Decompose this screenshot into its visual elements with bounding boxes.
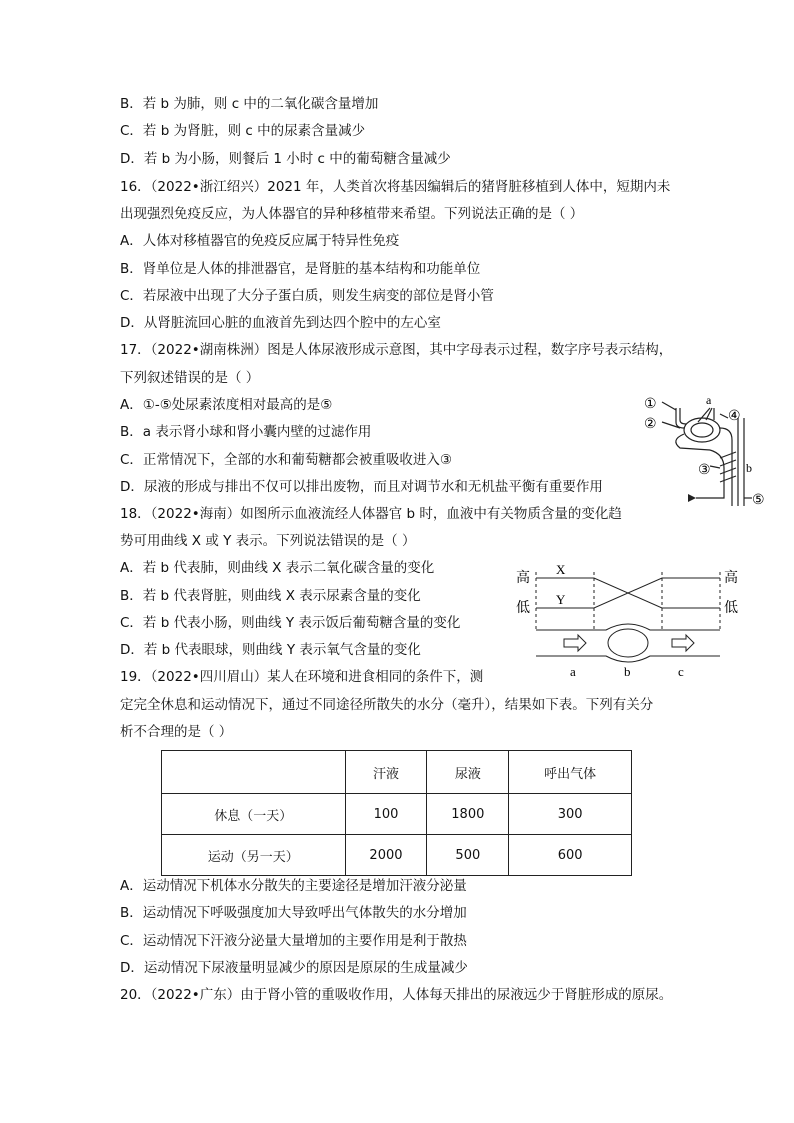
blood-flow-diagram — [512, 562, 752, 682]
label-b: b — [624, 664, 631, 679]
table-header-cell — [162, 751, 346, 794]
reabsorption-arrows — [720, 452, 736, 482]
table-cell: 500 — [427, 835, 509, 876]
table-row — [162, 794, 632, 835]
label-a: a — [570, 664, 576, 679]
renal-tubule-shape — [720, 428, 732, 506]
q17-option-b: B．a 表示肾小球和肾小囊内壁的过滤作用 — [120, 424, 372, 440]
q17-option-a: A．①-⑤处尿素浓度相对最高的是⑤ — [120, 397, 333, 413]
table-header-row — [162, 751, 632, 794]
glomerulus-shape — [684, 418, 720, 442]
label-high-left: 高 — [516, 571, 530, 586]
q17-option-d: D．尿液的形成与排出不仅可以排出废物，而且对调节水和无机盐平衡有重要作用 — [120, 479, 603, 495]
q18-stem-line-2: 势可用曲线 X 或 Y 表示。下列说法错误的是（ ） — [120, 533, 416, 549]
organ-b — [608, 629, 648, 657]
label-y: Y — [556, 592, 566, 607]
q19-option-d: D．运动情况下尿液量明显减少的原因是原尿的生成量减少 — [120, 960, 468, 976]
capsule-inner-shape — [691, 423, 713, 437]
q19-stem-line-3: 析不合理的是（ ） — [120, 724, 233, 740]
table-cell: 100 — [345, 794, 427, 835]
table-header-cell: 呼出气体 — [509, 751, 632, 794]
table-cell: 运动（另一天） — [162, 835, 346, 876]
table-cell: 600 — [509, 835, 632, 876]
table-cell: 休息（一天） — [162, 794, 346, 835]
q16-stem-line-2: 出现强烈免疫反应，为人体器官的异种移植带来希望。下列说法正确的是（ ） — [120, 206, 584, 222]
label-c: c — [678, 664, 684, 679]
label-low-right: 低 — [724, 601, 738, 616]
q16-option-d: D．从肾脏流回心脏的血液首先到达四个腔中的左心室 — [120, 315, 441, 331]
table-row — [162, 835, 632, 876]
q18-stem-line-1: 18．（2022•海南）如图所示血液流经人体器官 b 时，血液中有关物质含量的变化趋 — [120, 506, 622, 522]
q15-option-b: B．若 b 为肺，则 c 中的二氧化碳含量增加 — [120, 96, 379, 112]
q16-option-c: C．若尿液中出现了大分子蛋白质，则发生病变的部位是肾小管 — [120, 288, 494, 304]
q18-option-a: A．若 b 代表肺，则曲线 X 表示二氧化碳含量的变化 — [120, 560, 435, 576]
q19-stem-line-1: 19．（2022•四川眉山）某人在环境和进食相同的条件下，测 — [120, 669, 484, 685]
label-3: ③ — [698, 463, 711, 478]
q19-stem-line-2: 定完全休息和运动情况下，通过不同途径所散失的水分（毫升），结果如下表。下列有关分 — [120, 697, 654, 713]
q18-option-d: D．若 b 代表眼球，则曲线 Y 表示氧气含量的变化 — [120, 642, 421, 658]
table-cell: 2000 — [345, 835, 427, 876]
label-1: ① — [644, 397, 657, 412]
table-header-cell: 尿液 — [427, 751, 509, 794]
label-b: b — [746, 461, 752, 475]
q17-stem-line-1: 17．（2022•湖南株洲）图是人体尿液形成示意图，其中字母表示过程，数字序号表示结构， — [120, 342, 673, 358]
q16-option-a: A．人体对移植器官的免疫反应属于特异性免疫 — [120, 233, 400, 249]
label-high-right: 高 — [724, 571, 738, 586]
flow-arrow-right — [672, 635, 694, 651]
flow-arrow-left — [564, 635, 586, 651]
q17-option-c: C．正常情况下，全部的水和葡萄糖都会被重吸收进入③ — [120, 452, 453, 468]
outflow-arrow — [688, 494, 696, 502]
q19-option-b: B．运动情况下呼吸强度加大导致呼出气体散失的水分增加 — [120, 905, 467, 921]
q15-option-c: C．若 b 为肾脏，则 c 中的尿素含量减少 — [120, 123, 366, 139]
q16-stem-line-1: 16．（2022•浙江绍兴）2021 年，人类首次将基因编辑后的猪肾脏移植到人体中，短期内未 — [120, 179, 671, 195]
nephron-diagram — [640, 388, 770, 510]
q15-option-d: D．若 b 为小肠，则餐后 1 小时 c 中的葡萄糖含量减少 — [120, 151, 451, 167]
label-low-left: 低 — [516, 601, 530, 616]
table-cell: 1800 — [427, 794, 509, 835]
q18-option-b: B．若 b 代表肾脏，则曲线 X 表示尿素含量的变化 — [120, 588, 421, 604]
water-loss-table — [161, 750, 632, 876]
label-5: ⑤ — [752, 493, 765, 508]
label-4: ④ — [728, 409, 741, 424]
label-2: ② — [644, 417, 657, 432]
label-x: X — [556, 562, 566, 577]
q17-stem-line-2: 下列叙述错误的是（ ） — [120, 370, 260, 386]
label-a: a — [706, 393, 712, 407]
q19-option-c: C．运动情况下汗液分泌量大量增加的主要作用是利于散热 — [120, 933, 467, 949]
q19-option-a: A．运动情况下机体水分散失的主要途径是增加汗液分泌量 — [120, 878, 467, 894]
table-cell: 300 — [509, 794, 632, 835]
q20-stem-line-1: 20．（2022•广东）由于肾小管的重吸收作用，人体每天排出的尿液远少于肾脏形成的原尿。 — [120, 987, 673, 1003]
q18-option-c: C．若 b 代表小肠，则曲线 Y 表示饭后葡萄糖含量的变化 — [120, 615, 461, 631]
q16-option-b: B．肾单位是人体的排泄器官，是肾脏的基本结构和功能单位 — [120, 261, 481, 277]
table-header-cell: 汗液 — [345, 751, 427, 794]
